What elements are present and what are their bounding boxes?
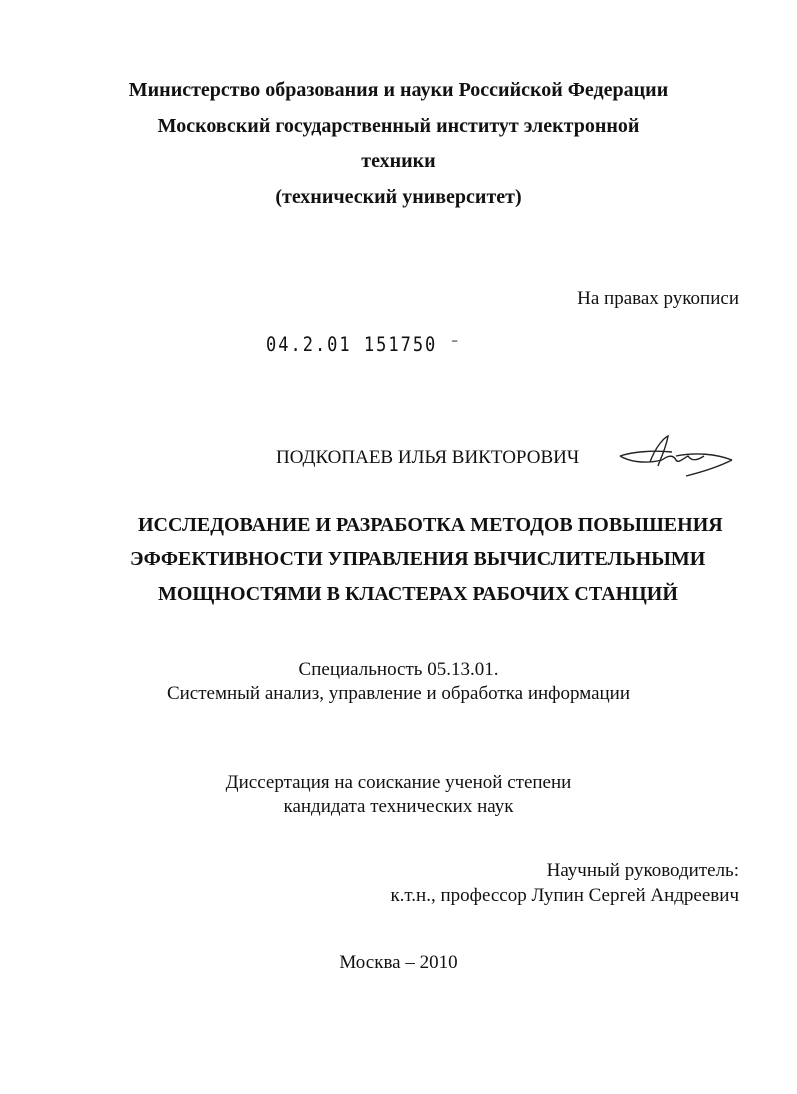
ministry-heading: Министерство образования и науки Российской Федерации [128, 79, 669, 101]
thesis-title-line3: МОЩНОСТЯМИ В КЛАСТЕРАХ РАБОЧИХ СТАНЦИЙ [158, 583, 678, 605]
registration-stamp: 04.2.01 151750 ⁻ [266, 333, 462, 357]
specialty-code: Специальность 05.13.01. [298, 659, 499, 680]
supervisor-label: Научный руководитель: [546, 860, 739, 881]
thesis-title-line2: ЭФФЕКТИВНОСТИ УПРАВЛЕНИЯ ВЫЧИСЛИТЕЛЬНЫМИ [130, 548, 706, 570]
institute-heading-line3: (технический университет) [275, 186, 522, 208]
manuscript-note: На правах рукописи [577, 288, 739, 309]
author-name: ПОДКОПАЕВ ИЛЬЯ ВИКТОРОВИЧ [276, 447, 580, 468]
city-year: Москва – 2010 [339, 952, 458, 973]
institute-heading-line2: техники [361, 150, 436, 172]
signature-icon [612, 432, 742, 484]
specialty-name: Системный анализ, управление и обработка информации [166, 683, 631, 704]
degree-line2: кандидата технических наук [283, 796, 514, 817]
institute-heading-line1: Московский государственный институт электронной [157, 115, 640, 137]
supervisor-name: к.т.н., профессор Лупин Сергей Андреевич [390, 885, 739, 906]
thesis-title-line1: ИССЛЕДОВАНИЕ И РАЗРАБОТКА МЕТОДОВ ПОВЫШЕНИЯ [138, 514, 723, 536]
degree-line1: Диссертация на соискание ученой степени [225, 772, 572, 793]
